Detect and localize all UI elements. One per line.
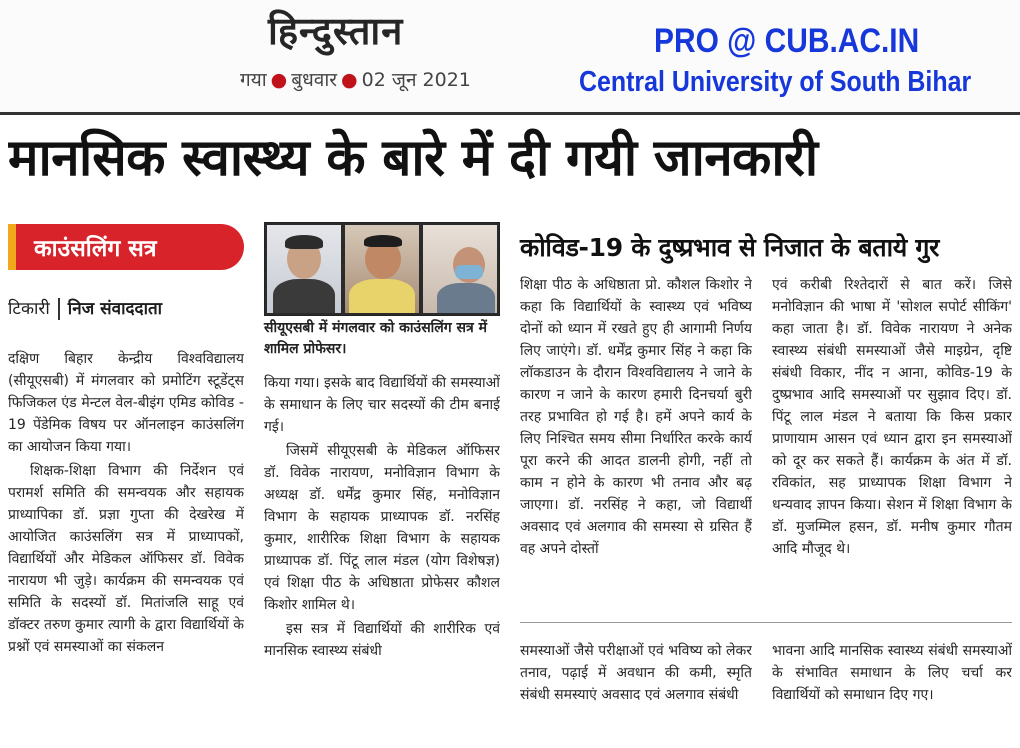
bullet-icon: ● bbox=[270, 69, 288, 91]
article-paragraph: समस्याओं जैसे परीक्षाओं एवं भविष्य को लेकर तनाव, पढ़ाई में अवधान की कमी, स्मृति संबंधी समस्याएं अवसाद एवं अलगाव संबंधी bbox=[520, 643, 752, 703]
article-column-4 bbox=[772, 274, 1012, 608]
article-column-5 bbox=[520, 640, 752, 744]
newspaper-name: हिन्दुस्तान bbox=[268, 8, 404, 53]
masthead bbox=[0, 0, 1020, 112]
dateline bbox=[240, 66, 471, 92]
dateline-date: 02 जून 2021 bbox=[361, 69, 471, 91]
byline bbox=[8, 296, 162, 320]
dateline-city: गया bbox=[240, 69, 267, 91]
article-column-6 bbox=[772, 640, 1012, 744]
photo-panel-professor-1 bbox=[267, 225, 341, 313]
article-paragraph: भावना आदि मानसिक स्वास्थ्य संबंधी समस्याओं के संभावित समाधान के लिए चर्चा कर विद्यार्थियों को समाधान दिए गए। bbox=[772, 643, 1012, 703]
article-paragraph: इस सत्र में विद्यार्थियों की शारीरिक एवं मानसिक स्वास्थ्य संबंधी bbox=[264, 621, 500, 659]
article-paragraph: जिसमें सीयूएसबी के मेडिकल ऑफिसर डॉ. विवेक नारायण, मनोविज्ञान विभाग के अध्यक्ष डॉ. धर्मेंद्र कुमार सिंह, मनोविज्ञान विभाग के सहायक प्राध्यापक डॉ. नरसिंह कुमार, शारीरिक शिक्षा विभाग के सहायक प्राध्यापक डॉ. पिंटू लाल मंडल (योग विशेषज्ञ) एवं शिक्षा पीठ के अधिष्ठाता प्रोफेसर कौशल किशोर शामिल थे। bbox=[264, 443, 500, 613]
bullet-icon: ● bbox=[341, 69, 358, 91]
main-headline: मानसिक स्वास्थ्य के बारे में दी गयी जानकारी bbox=[8, 129, 818, 188]
article-paragraph: किया गया। इसके बाद विद्यार्थियों की समस्याओं के समाधान के लिए चार सदस्यों की टीम बनाई गई। bbox=[264, 375, 500, 435]
section-tag bbox=[8, 224, 244, 270]
byline-separator bbox=[58, 298, 60, 320]
photo-panel-professor-3 bbox=[423, 225, 497, 313]
article-paragraph: शिक्षा पीठ के अधिष्ठाता प्रो. कौशल किशोर ने कहा कि विद्यार्थियों के स्वास्थ्य एवं भविष्य दोनों को ध्यान में रखते हुए ही आगामी निर्णय लिए जाएंगे। डॉ. धर्मेंद्र कुमार सिंह ने कहा कि लॉकडाउन के दौरान विश्वविद्यालय ने जाने के कारण न जाने के कारण हमारी दिनचर्या बुरी तरह प्रभावित हो गई है। हमें अपने कार्य के लिए निश्चित समय सीमा निर्धारित करके कार्य पूरा करने की आदत डालनी होगी, नहीं तो काम न होने के कारण भी तनाव और बढ़ जाएगा। डॉ. नरसिंह ने कहा, जो विद्यार्थी अवसाद एवं अलगाव की समस्या से ग्रसित हैं वह अपने दोस्तों bbox=[520, 277, 752, 557]
section-tag-label: काउंसलिंग सत्र bbox=[34, 236, 157, 262]
article-paragraph: एवं करीबी रिश्तेदारों से बात करें। जिसे मनोविज्ञान की भाषा में 'सोशल सपोर्ट सीकिंग' कहा जाता है। डॉ. विवेक नारायण ने अनेक स्वास्थ्य संबंधी समस्याओं जैसे माइग्रेन, दृष्टि संबंधी विकार, नींद न आना, कोविड-19 के दुष्प्रभाव आदि समस्याओं पर सुझाव दिए। डॉ. पिंटू लाल मंडल ने बताया कि किस प्रकार प्राणायाम आसन एवं ध्यान द्वारा इन समस्याओं को दूर कर सकते हैं। कार्यक्रम के अंत में डॉ. रविकांत, सह प्राध्यापक शिक्षा विभाग ने धन्यवाद ज्ञापन किया। सेशन में शिक्षा विभाग के डॉ. मुजम्मिल हसन, डॉ. मनीष कुमार गौतम आदि मौजूद थे। bbox=[772, 277, 1012, 557]
article-column-2 bbox=[264, 372, 500, 744]
masthead-divider bbox=[0, 112, 1020, 115]
article-column-1 bbox=[8, 348, 244, 744]
article-paragraph: शिक्षक-शिक्षा विभाग की निर्देशन एवं परामर्श समिति की समन्वयक और सहायक प्राध्यापिका डॉ. प्रज्ञा गुप्ता की देखरेख में आयोजित काउंसलिंग सत्र में प्राध्यापकों, विद्यार्थियों और मेडिकल ऑफिसर डॉ. विवेक नारायण भी जुड़े। कार्यक्रम की समन्वयक एवं समिति के सदस्यों डॉ. मितांजलि साहू एवं डॉक्टर तरुण कुमार त्यागी के द्वारा विद्यार्थियों के प्रश्नों एवं समस्याओं का संकलन bbox=[8, 463, 244, 655]
university-name: Central University of South Bihar bbox=[579, 66, 972, 98]
byline-reporter: निज संवाददाता bbox=[67, 299, 163, 319]
photo-caption: सीयूएसबी में मंगलवार को काउंसलिंग सत्र में शामिल प्रोफेसर। bbox=[264, 320, 487, 357]
byline-place: टिकारी bbox=[8, 299, 50, 319]
article-column-3 bbox=[520, 274, 752, 608]
article-paragraph: दक्षिण बिहार केन्द्रीय विश्वविद्यालय (सीयूएसबी) में मंगलवार को प्रमोटिंग स्टूडेंट्स फिजिकल एंड मेन्टल वेल-बीइंग एमिड कोविड - 19 पेंडेमिक विषय पर ऑनलाइन काउंसलिंग का आयोजन किया गया। bbox=[8, 351, 244, 455]
sub-headline: कोविड-19 के दुष्प्रभाव से निजात के बताये गुर bbox=[520, 233, 940, 262]
dateline-day: बुधवार bbox=[291, 69, 338, 91]
column-divider-horizontal bbox=[520, 622, 1012, 623]
news-photo bbox=[264, 222, 500, 316]
photo-panel-professor-2 bbox=[345, 225, 419, 313]
pro-email-label: PRO @ CUB.AC.IN bbox=[654, 22, 920, 60]
